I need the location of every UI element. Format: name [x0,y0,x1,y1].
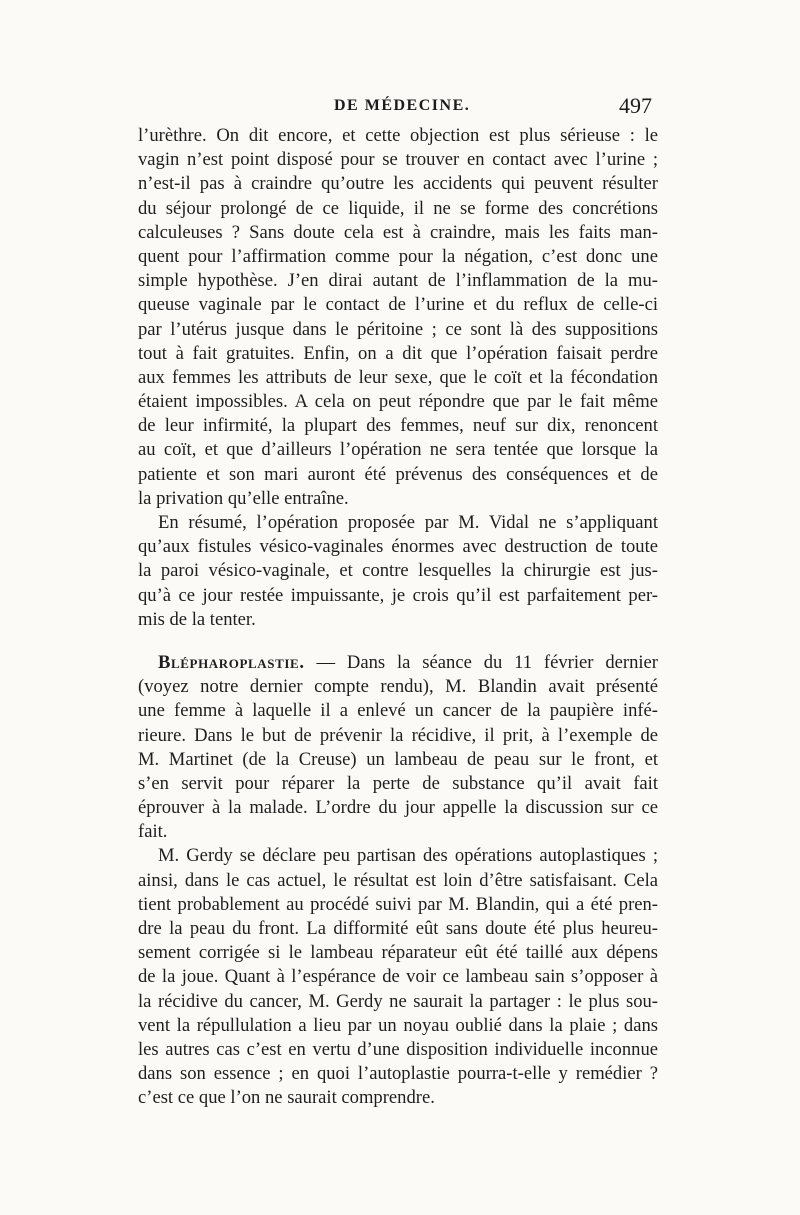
text-line: dans son essence ; en quoi l’autoplastie pourra-t-elle y remédier ? [138,1063,658,1085]
paragraph-blepharoplastie [138,651,658,845]
text-line: mis de la tenter. [138,608,256,630]
text-line [138,651,658,675]
text-line: de la joue. Quant à l’espérance de voir ce lambeau sain s’opposer à [138,966,658,988]
text-line: dre la peau du front. La difformité eût sans doute été plus heureu- [138,918,658,939]
running-head: DE MÉDECINE. [334,97,471,114]
text-line: éprouver à la malade. L’ordre du jour appelle la discussion sur ce [138,797,658,819]
paragraph-urethra-objection [138,124,658,511]
text-line: par l’utérus jusque dans le péritoine ; ce sont là des suppositions [138,318,658,340]
text-line: En résumé, l’opération proposée par M. Vidal ne s’appliquant [158,512,658,533]
text-line: M. Gerdy se déclare peu partisan des opérations autoplastiques ; [158,845,658,867]
text-line: M. Martinet (de la Creuse) un lambeau de peau sur le front, et [138,748,658,770]
text-line: de leur infirmité, la plupart des femmes, neuf sur dix, renoncent [138,415,658,437]
text-line: vent la répullulation a lieu par un noyau oublié dans la plaie ; dans [138,1014,658,1036]
text-line: qu’aux fistules vésico-vaginales énormes avec destruction de toute [138,536,658,558]
paragraph-gerdy [138,844,658,1110]
text-line: (voyez notre dernier compte rendu), M. Blandin avait présenté [138,676,658,698]
text-line: au coït, et que d’ailleurs l’opération ne sera tentée que lorsque la [138,439,658,461]
text-line: tient probablement au procédé suivi par M. Blandin, qui a été pren- [138,893,658,915]
text-line: la paroi vésico-vaginale, et contre lesquelles la chirurgie est jus- [138,560,658,582]
text-line: qu’à ce jour restée impuissante, je crois qu’il est parfaitement per- [138,584,658,606]
text-line: la récidive du cancer, M. Gerdy ne saurait la partager : le plus sou- [138,990,658,1012]
text-line: les autres cas c’est en vertu d’une disposition individuelle inconnue [138,1038,658,1060]
text-line: tout à fait gratuites. Enfin, on a dit que l’opération faisait perdre [138,342,658,364]
text-line: patiente et son mari auront été prévenus des conséquences et de [138,463,658,485]
text-line: étaient impossibles. A cela on peut répondre que par le fait même [138,391,658,413]
text-line: s’en servit pour réparer la perte de substance qu’il avait fait [138,772,658,794]
paragraph-summary [138,511,658,632]
text-line: l’urèthre. On dit encore, et cette objection est plus sérieuse : le [138,125,658,146]
page-number: 497 [619,93,652,118]
body-text [138,124,658,1111]
text-line: n’est-il pas à craindre qu’outre les accidents qui peuvent résulter [138,173,658,195]
text-line: fait. [138,821,168,843]
text-line: une femme à laquelle il a enlevé un cancer de la paupière infé- [138,700,658,722]
text-line: calculeuses ? Sans doute cela est à craindre, mais les faits man- [138,221,658,243]
text-line: vagin n’est point disposé pour se trouver en contact avec l’urine ; [138,149,658,171]
text-line: c’est ce que l’on ne saurait comprendre. [138,1087,435,1109]
page-header [138,93,658,123]
text-line: quent pour l’affirmation comme pour la négation, c’est donc une [138,245,658,267]
text-line: du séjour prolongé de ce liquide, il ne se forme des concrétions [138,197,658,219]
heading-line-text: — Dans la séance du 11 février dernier [304,651,658,673]
text-line: ainsi, dans le cas actuel, le résultat est loin d’être satisfaisant. Cela [138,869,658,891]
section-gap [138,632,658,651]
text-line: queuse vaginale par le contact de l’urine et du reflux de celle-ci [138,294,658,316]
text-line: rieure. Dans le but de prévenir la récidive, il prit, à l’exemple de [138,724,658,746]
section-heading: Blépharoplastie. [158,651,305,673]
text-line: sement corrigée si le lambeau réparateur eût été taillé aux dépens [138,942,658,964]
text-line: simple hypothèse. J’en dirai autant de l’inflammation de la mu- [138,270,658,292]
text-line: la privation qu’elle entraîne. [138,487,349,509]
text-line: aux femmes les attributs de leur sexe, que le coït et la fécondation [138,366,658,388]
